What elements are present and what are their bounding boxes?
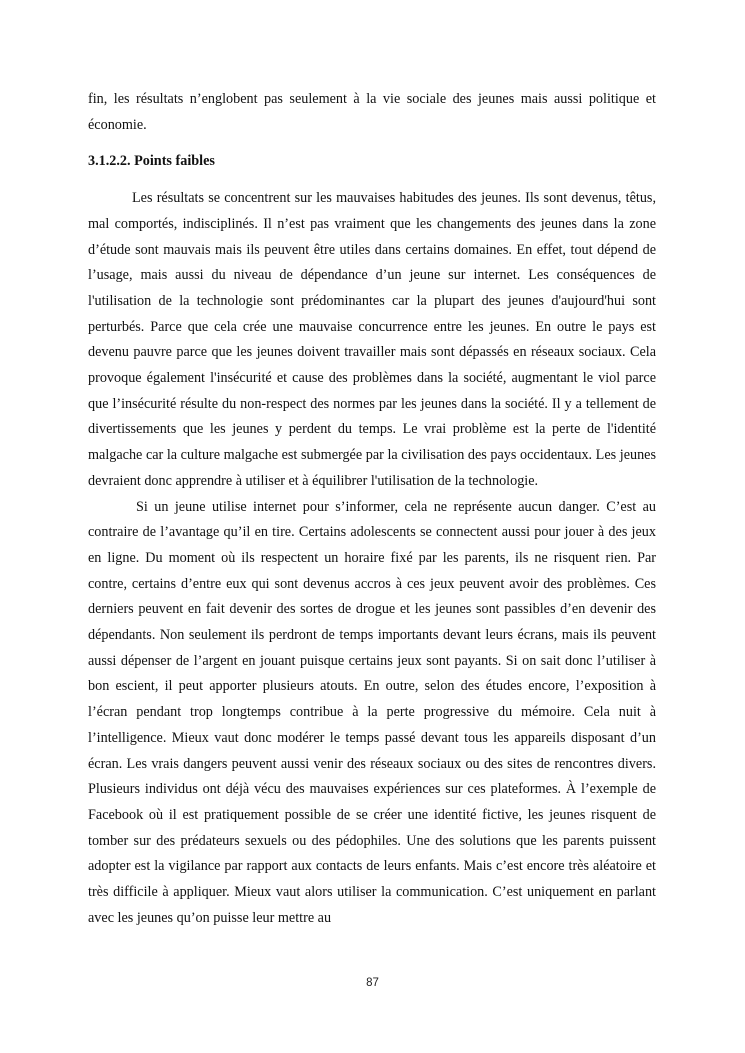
section-heading: 3.1.2.2. Points faibles [88,153,215,170]
body-paragraph-2: Si un jeune utilise internet pour s’informer, cela ne représente aucun danger. C’est au contraire de l’avantage qu’il en tire. Certains adolescents se connectent aussi pour jouer à des jeux en ligne. Du moment où ils respectent un horaire fixé par les parents, ils ne risquent rien. Par contre, certains d’entre eux qui sont devenus accros à ces jeux peuvent avoir des problèmes. Ces derniers peuvent en fait devenir des sortes de drogue et les jeunes sont passibles d’en devenir des dépendants. Non seulement ils perdront de temps importants devant leurs écrans, mais ils peuvent aussi dépenser de l’argent en jouant puisque certains jeux sont payants. Si on sait donc l’utiliser à bon escient, il peut apporter plusieurs atouts. En outre, selon des études encore, l’exposition à l’écran pendant trop longtemps contribue à la perte progressive du mémoire. Cela nuit à l’intelligence. Mieux vaut donc modérer le temps passé devant tous les appareils disposant d’un écran. Les vrais dangers peuvent aussi venir des réseaux sociaux ou des sites de rencontres divers. Plusieurs individus ont déjà vécu des mauvaises expériences sur ces plateformes. À l’exemple de Facebook où il est pratiquement possible de se créer une identité fictive, les jeunes risquent de tomber sur des prédateurs sexuels ou des pédophiles. Une des solutions que les parents puissent adopter est la vigilance par rapport aux contacts de leurs enfants. Mais c’est encore très aléatoire et très difficile à appliquer. Mieux vaut alors utiliser la communication. C’est uniquement en parlant avec les jeunes qu’on puisse leur mettre au [88,498,656,926]
page-body [88,87,656,932]
body-paragraph-1: Les résultats se concentrent sur les mauvaises habitudes des jeunes. Ils sont devenus, têtus, mal comportés, indisciplinés. Il n’est pas vraiment que les changements des jeunes dans la zone d’étude sont mauvais mais ils peuvent être utiles dans certains domaines. En effet, tout dépend de l’usage, mais aussi du niveau de dépendance d’un jeune sur internet. Les conséquences de l'utilisation de la technologie sont prédominantes car la plupart des jeunes d'aujourd'hui sont perturbés. Parce que cela crée une mauvaise concurrence entre les jeunes. En outre le pays est devenu pauvre parce que les jeunes doivent travailler mais sont dépassés en réseaux sociaux. Cela provoque également l'insécurité et cause des problèmes dans la société, augmentant le viol parce que l’insécurité résulte du non-respect des normes par les jeunes dans la société. Il y a tellement de divertissements que les jeunes y perdent du temps. Le vrai problème est la perte de l'identité malgache car la culture malgache est submergée par la civilisation des pays occidentaux. Les jeunes devraient donc apprendre à utiliser et à équilibrer l'utilisation de la technologie. [88,190,656,489]
continuation-paragraph: fin, les résultats n’englobent pas seulement à la vie sociale des jeunes mais aussi politique et économie. [88,91,656,133]
page-number: 87 [366,977,379,989]
